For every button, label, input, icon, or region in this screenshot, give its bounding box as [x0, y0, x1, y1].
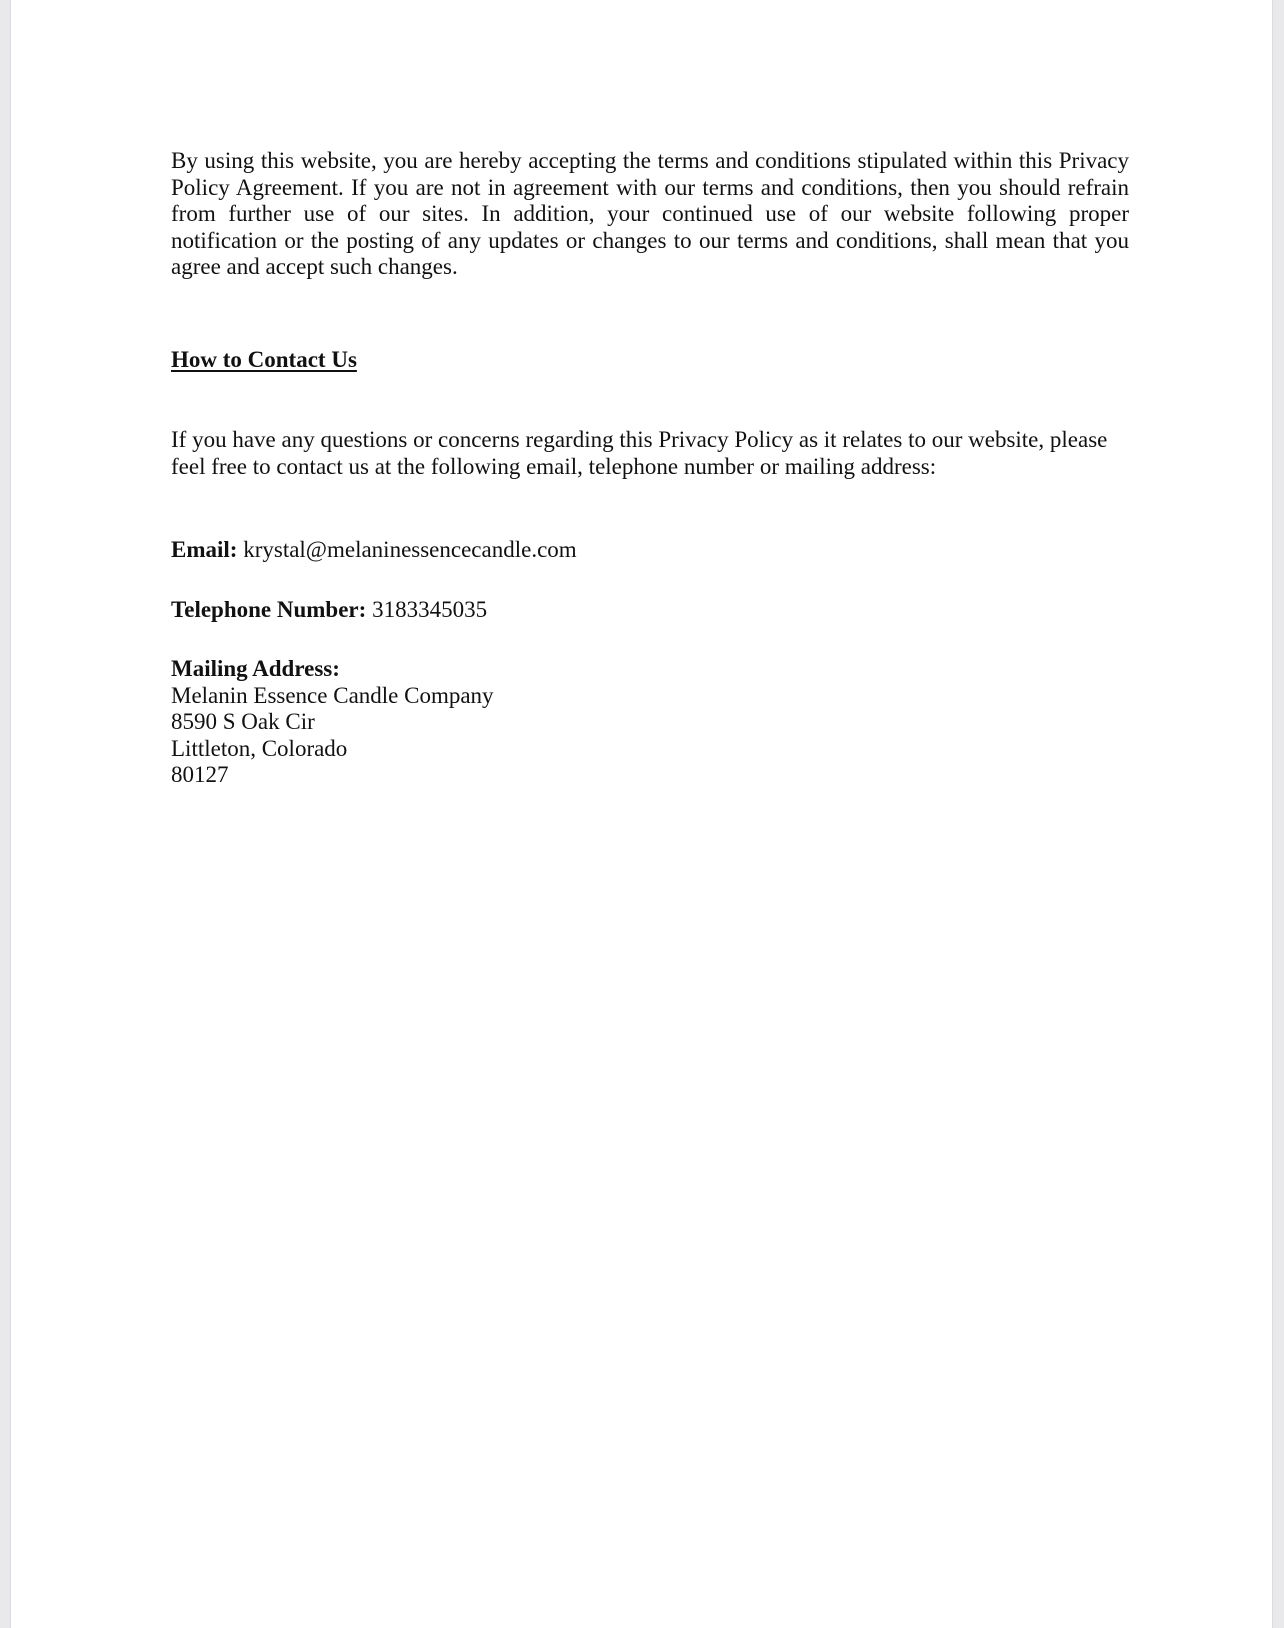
address-company: Melanin Essence Candle Company: [171, 682, 494, 708]
mailing-address: [171, 683, 1129, 789]
document-content: [171, 148, 1129, 789]
document-page: [10, 0, 1273, 1628]
email-value[interactable]: krystal@melaninessencecandle.com: [243, 537, 577, 562]
contact-heading: How to Contact Us: [171, 346, 357, 372]
address-street: 8590 S Oak Cir: [171, 709, 315, 734]
telephone-label: Telephone Number:: [171, 596, 367, 622]
mailing-address-label: Mailing Address:: [171, 656, 340, 681]
terms-paragraph: By using this website, you are hereby accepting the terms and conditions stipulated within this Privacy Policy Agreement. If you are not in agreement with our terms and conditions, then you should refrain from further use of our sites. In addition, your continued use of our website following proper notification or the posting of any updates or changes to our terms and conditions, shall mean that you agree and accept such changes.: [171, 148, 1129, 279]
address-zip: 80127: [171, 762, 229, 787]
contact-paragraph: If you have any questions or concerns regarding this Privacy Policy as it relates to our website, please feel free to contact us at the following email, telephone number or mailing address:: [171, 427, 1108, 479]
email-label: Email:: [171, 537, 238, 562]
telephone-line: [171, 597, 1129, 624]
address-city-state: Littleton, Colorado: [171, 735, 348, 761]
telephone-value: 3183345035: [372, 596, 488, 622]
email-line: [171, 537, 1129, 564]
